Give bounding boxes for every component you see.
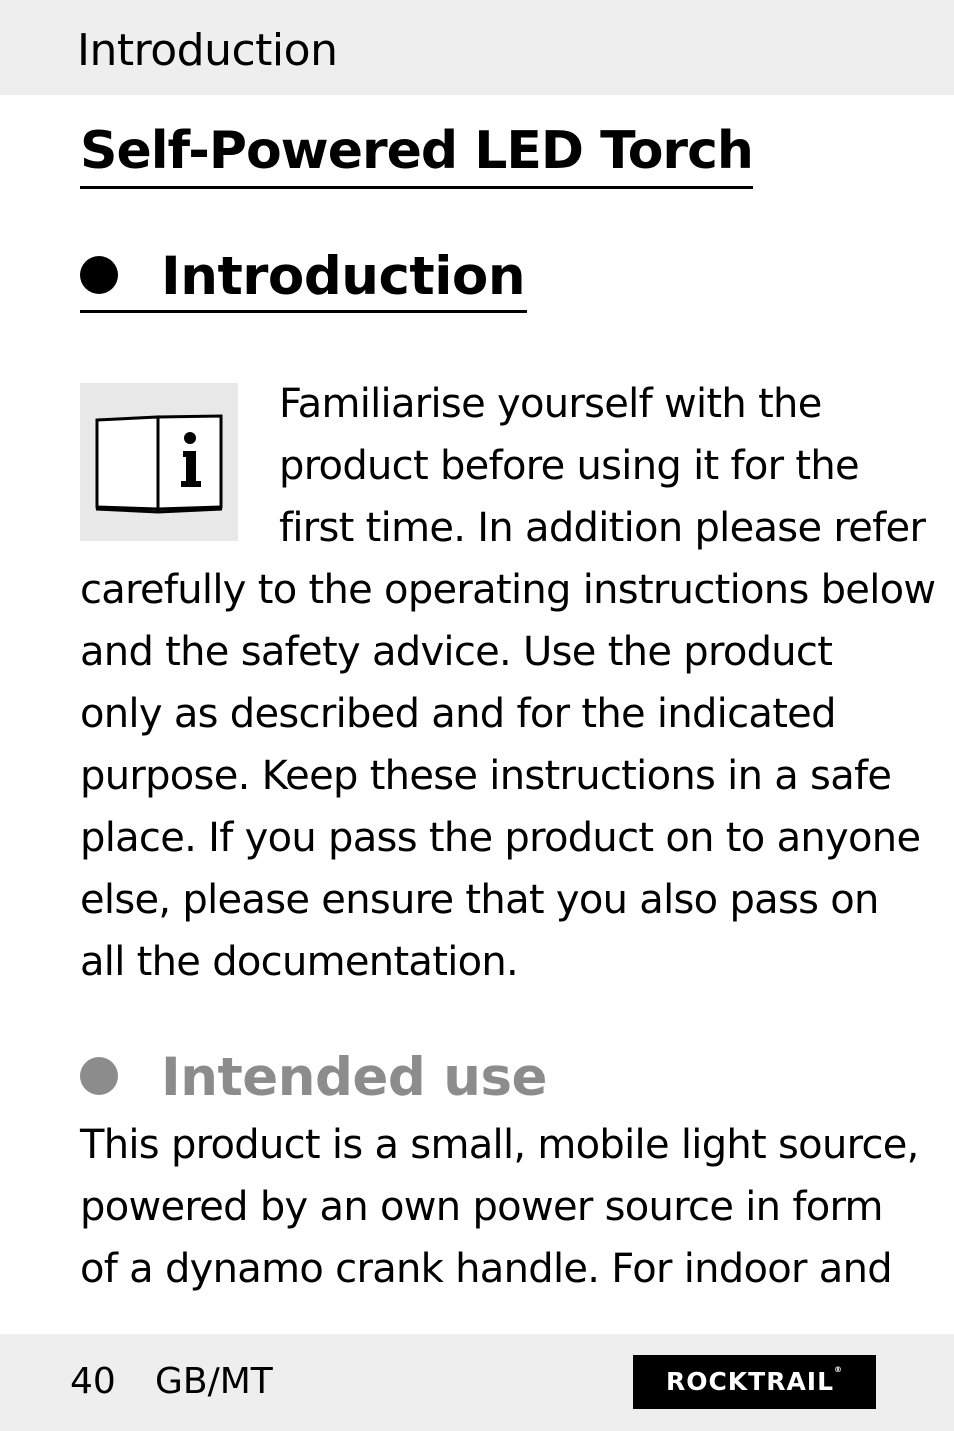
use-line-1: This product is a small, mobile light source, <box>80 1122 919 1168</box>
section-heading-introduction <box>80 244 527 313</box>
document-title: Self-Powered LED Torch <box>80 118 753 189</box>
header-section-label: Introduction <box>77 25 338 76</box>
info-book-icon <box>80 383 238 541</box>
brand-logo <box>633 1355 876 1409</box>
intro-line-6: only as described and for the indicated <box>80 691 836 737</box>
intro-line-7: purpose. Keep these instructions in a safe <box>80 753 892 799</box>
introduction-heading-text: Introduction <box>161 246 526 307</box>
intro-line-5: and the safety advice. Use the product <box>80 629 833 675</box>
brand-name: ROCKTRAIL <box>665 1367 835 1396</box>
bullet-icon <box>80 256 118 294</box>
intro-line-2: product before using it for the <box>279 443 859 489</box>
use-line-3: of a dynamo crank handle. For indoor and <box>80 1246 892 1292</box>
intro-line-9: else, please ensure that you also pass on <box>80 877 879 923</box>
intro-line-8: place. If you pass the product on to anyone <box>80 815 921 861</box>
use-line-2: powered by an own power source in form <box>80 1184 883 1230</box>
intro-line-10: all the documentation. <box>80 939 519 985</box>
locale-label: GB/MT <box>155 1361 273 1402</box>
page-header <box>0 0 954 95</box>
bullet-icon <box>80 1057 118 1095</box>
registered-mark: ® <box>834 1365 844 1374</box>
intro-line-1: Familiarise yourself with the <box>279 381 822 427</box>
intended-use-heading-text: Intended use <box>161 1047 547 1108</box>
intro-line-4: carefully to the operating instructions below <box>80 567 936 613</box>
book-with-info-icon <box>80 383 238 541</box>
intro-line-3: first time. In addition please refer <box>279 505 926 551</box>
section-heading-intended-use <box>80 1045 547 1111</box>
page-number: 40 <box>70 1361 116 1402</box>
